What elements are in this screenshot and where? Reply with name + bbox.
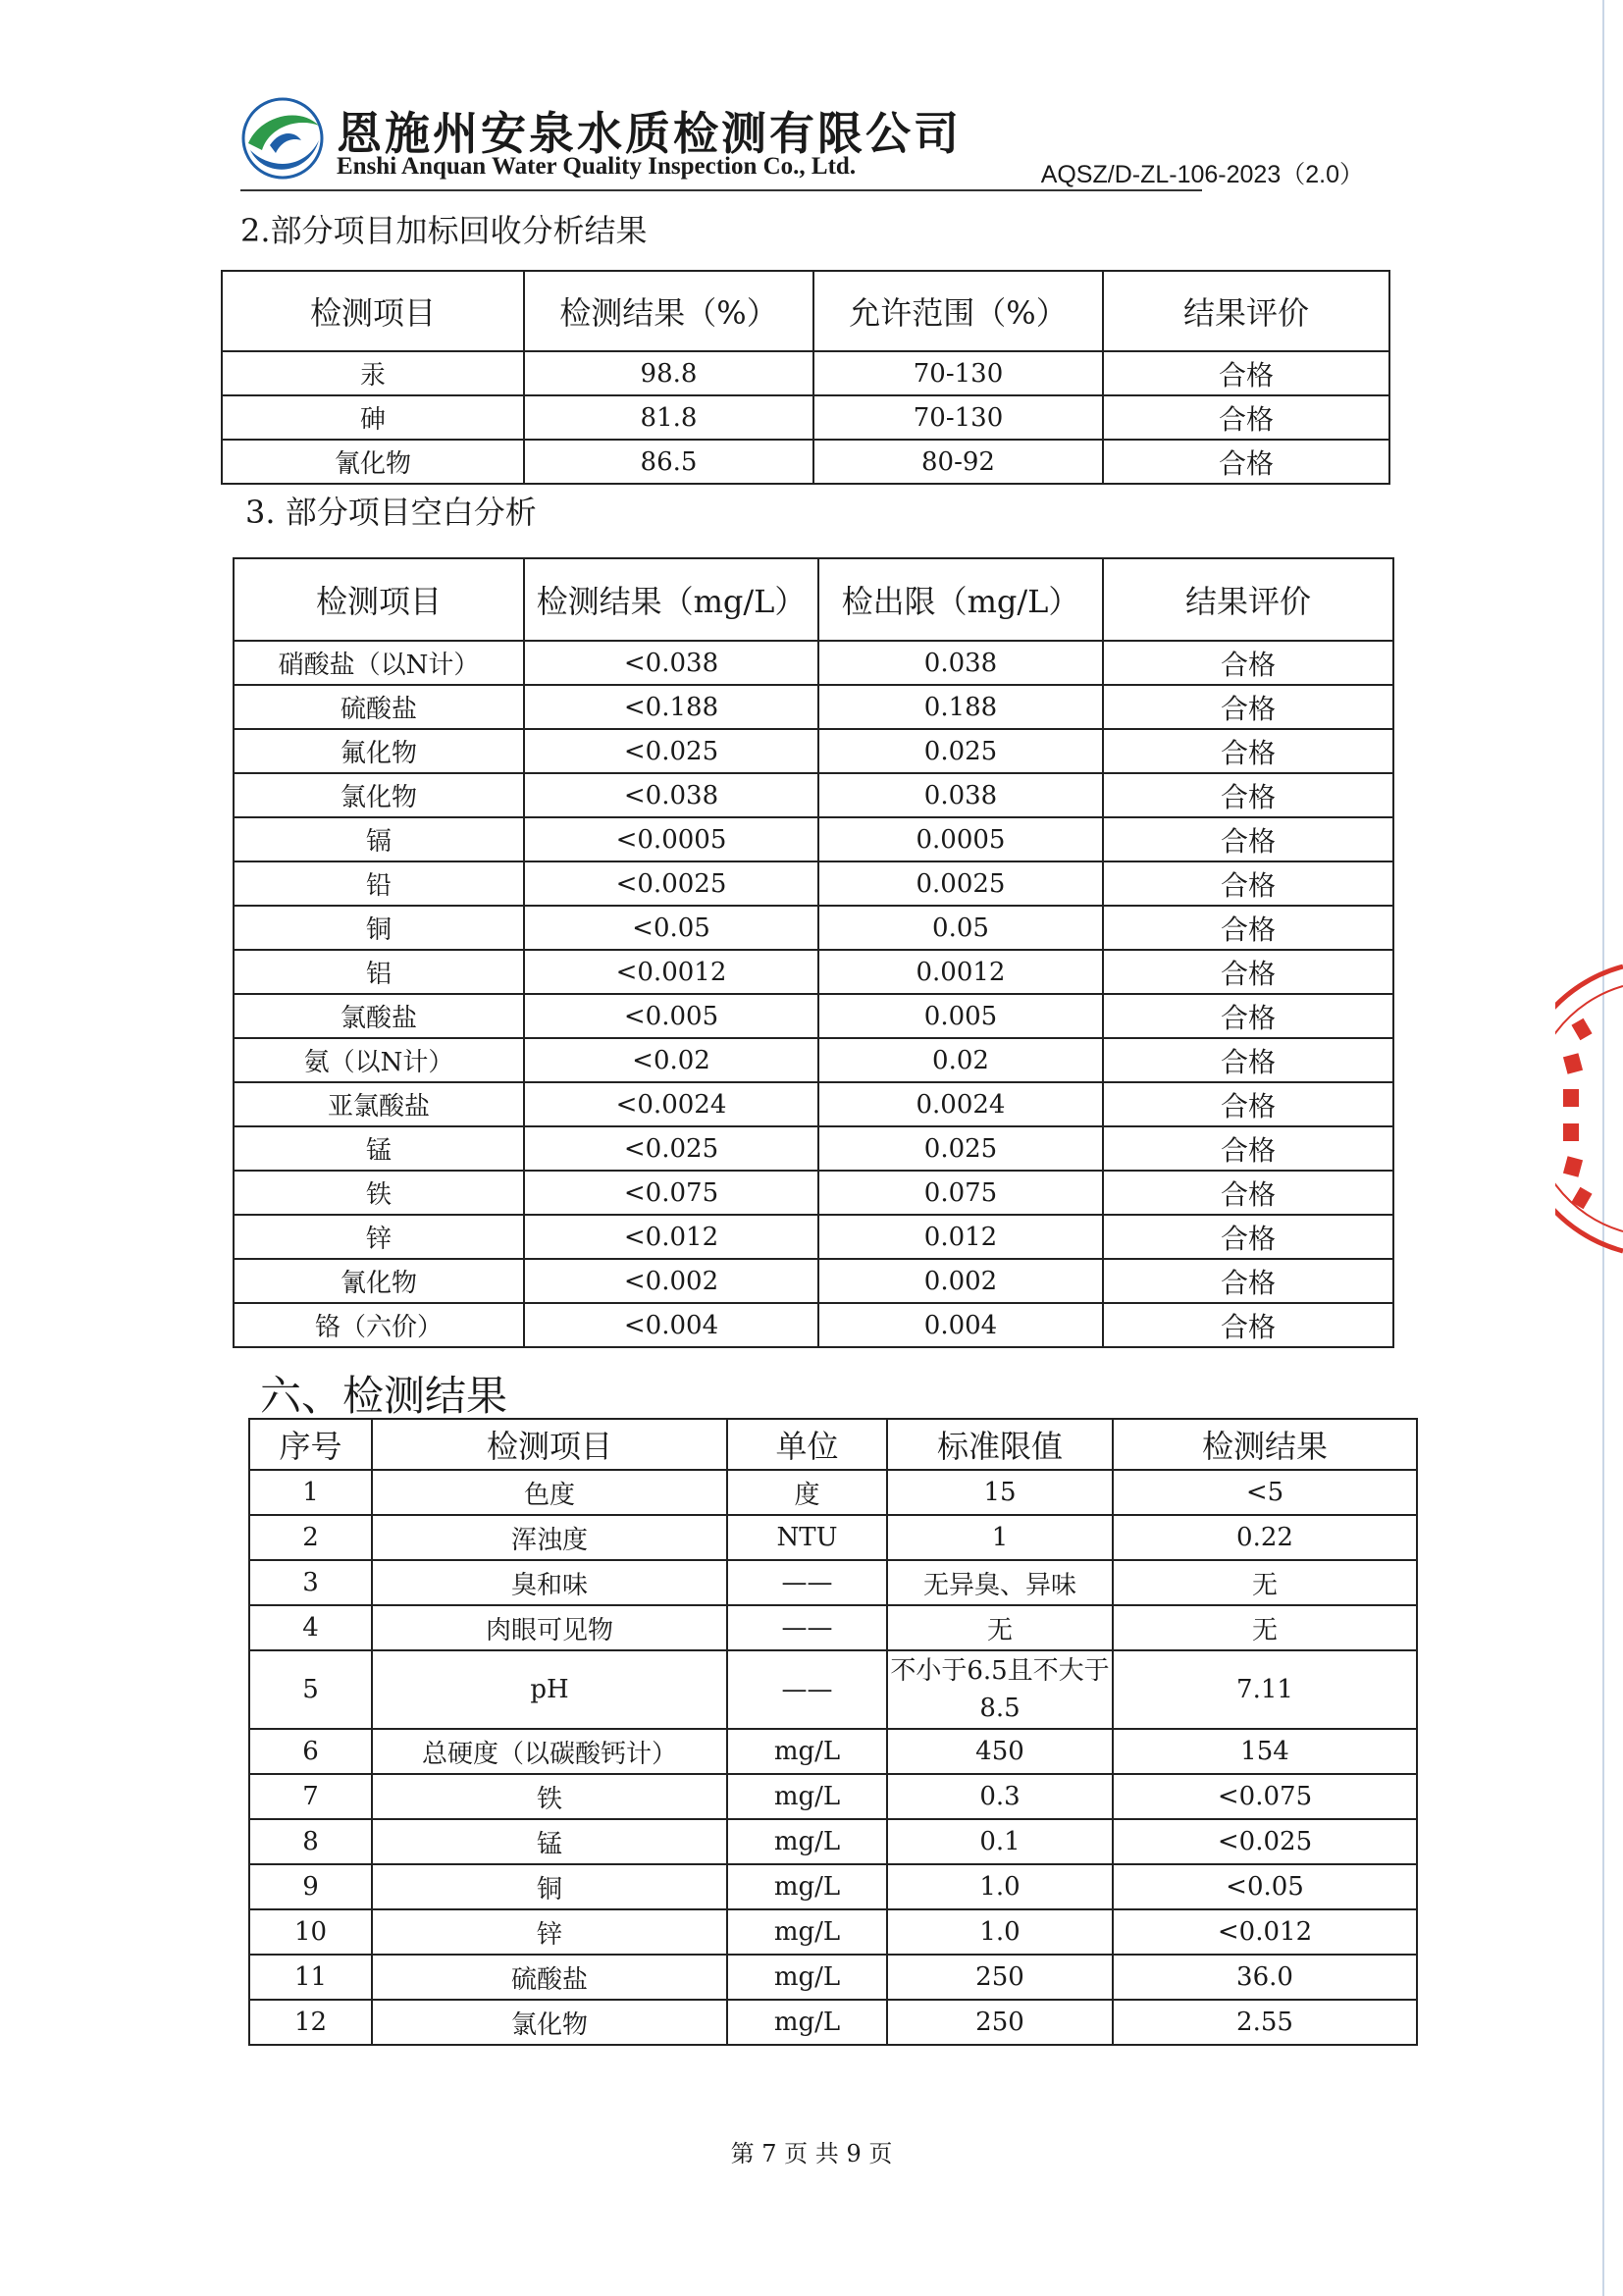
table-cell: 合格 — [1103, 1215, 1393, 1259]
table-row — [249, 1515, 1417, 1560]
column-header: 标准限值 — [887, 1419, 1113, 1470]
table-cell: 铁 — [234, 1171, 524, 1215]
table-cell: 合格 — [1103, 395, 1389, 440]
table-cell: 1 — [887, 1515, 1113, 1560]
table-cell: 合格 — [1103, 729, 1393, 773]
table-row — [234, 1038, 1393, 1082]
table-cell: <0.05 — [524, 906, 818, 950]
column-header: 序号 — [249, 1419, 372, 1470]
table-cell: 合格 — [1103, 1171, 1393, 1215]
column-header: 检测结果（mg/L） — [524, 558, 818, 641]
company-name-cn: 恩施州安泉水质检测有限公司 — [337, 107, 962, 160]
table-cell: 250 — [887, 1955, 1113, 2000]
spike-recovery-table — [221, 270, 1390, 485]
table-cell: <0.075 — [524, 1171, 818, 1215]
table-cell: <0.038 — [524, 773, 818, 817]
table-cell: 亚氯酸盐 — [234, 1082, 524, 1126]
table-row — [249, 1650, 1417, 1729]
table-cell: 锰 — [372, 1819, 727, 1864]
table-cell: 合格 — [1103, 641, 1393, 685]
section-2-title: 2.部分项目加标回收分析结果 — [240, 212, 648, 249]
blank-analysis-table — [233, 557, 1394, 1348]
table-cell: mg/L — [727, 1819, 887, 1864]
table-row — [234, 1215, 1393, 1259]
column-header: 检测项目 — [372, 1419, 727, 1470]
section-3-title: 3. 部分项目空白分析 — [245, 494, 537, 531]
table-cell: 0.025 — [818, 1126, 1103, 1171]
test-results-table — [248, 1418, 1418, 2046]
table-row — [222, 440, 1389, 484]
table-cell: 合格 — [1103, 1259, 1393, 1303]
table-cell: 砷 — [222, 395, 524, 440]
table-row — [249, 1470, 1417, 1515]
table-cell: 2 — [249, 1515, 372, 1560]
table-cell: 250 — [887, 2000, 1113, 2045]
table-cell: 70-130 — [813, 351, 1103, 395]
table-cell: 80-92 — [813, 440, 1103, 484]
table-cell: 1.0 — [887, 1909, 1113, 1955]
table-cell: mg/L — [727, 1864, 887, 1909]
table-cell: <0.0012 — [524, 950, 818, 994]
table-row — [234, 1126, 1393, 1171]
table-row — [249, 2000, 1417, 2045]
table-row — [249, 1560, 1417, 1605]
table-cell: <0.004 — [524, 1303, 818, 1347]
table-cell: <0.025 — [524, 729, 818, 773]
table-cell: <0.002 — [524, 1259, 818, 1303]
table-cell: <0.025 — [1113, 1819, 1417, 1864]
table-cell: 98.8 — [524, 351, 813, 395]
table-cell: 锰 — [234, 1126, 524, 1171]
table-header-row — [249, 1419, 1417, 1470]
page-number: 第 7 页 共 9 页 — [730, 2140, 893, 2167]
table-cell: <0.0024 — [524, 1082, 818, 1126]
table-cell: 0.038 — [818, 773, 1103, 817]
table-row — [249, 1864, 1417, 1909]
table-cell: 铜 — [372, 1864, 727, 1909]
table-cell: 无异臭、异味 — [887, 1560, 1113, 1605]
table-cell: <0.02 — [524, 1038, 818, 1082]
table-cell: 10 — [249, 1909, 372, 1955]
table-cell: <0.075 — [1113, 1774, 1417, 1819]
table-cell: 5 — [249, 1650, 372, 1729]
table-cell: 0.3 — [887, 1774, 1113, 1819]
table-row — [249, 1819, 1417, 1864]
table-row — [234, 1082, 1393, 1126]
table-cell: 7.11 — [1113, 1650, 1417, 1729]
table-cell: 合格 — [1103, 950, 1393, 994]
table-cell: 86.5 — [524, 440, 813, 484]
table-cell: 汞 — [222, 351, 524, 395]
table-header-row — [222, 271, 1389, 351]
table-cell: 镉 — [234, 817, 524, 861]
table-cell: 铅 — [234, 861, 524, 906]
table-cell: 硫酸盐 — [234, 685, 524, 729]
table-cell: 11 — [249, 1955, 372, 2000]
table-row — [222, 351, 1389, 395]
column-header: 单位 — [727, 1419, 887, 1470]
table-cell: <0.038 — [524, 641, 818, 685]
table-cell: 450 — [887, 1729, 1113, 1774]
table-cell: —— — [727, 1605, 887, 1650]
table-cell: 0.075 — [818, 1171, 1103, 1215]
table-cell: 1 — [249, 1470, 372, 1515]
column-header: 检测结果（%） — [524, 271, 813, 351]
table-cell: 合格 — [1103, 1303, 1393, 1347]
column-header: 检测项目 — [222, 271, 524, 351]
table-cell: 氯化物 — [372, 2000, 727, 2045]
table-cell: <0.012 — [1113, 1909, 1417, 1955]
table-cell: mg/L — [727, 1729, 887, 1774]
table-cell: 7 — [249, 1774, 372, 1819]
table-cell: 0.0024 — [818, 1082, 1103, 1126]
table-row — [249, 1729, 1417, 1774]
table-row — [234, 1259, 1393, 1303]
table-cell: 锌 — [234, 1215, 524, 1259]
table-cell: <0.188 — [524, 685, 818, 729]
table-cell: 合格 — [1103, 817, 1393, 861]
table-row — [234, 641, 1393, 685]
table-row — [234, 861, 1393, 906]
table-cell: 合格 — [1103, 1038, 1393, 1082]
table-cell: mg/L — [727, 1774, 887, 1819]
document-code: AQSZ/D-ZL-106-2023（2.0） — [1040, 161, 1364, 188]
table-row — [234, 773, 1393, 817]
table-cell: 氯化物 — [234, 773, 524, 817]
table-row — [249, 1909, 1417, 1955]
table-cell: <0.0025 — [524, 861, 818, 906]
column-header: 允许范围（%） — [813, 271, 1103, 351]
table-row — [234, 685, 1393, 729]
table-cell: 0.005 — [818, 994, 1103, 1038]
column-header: 检出限（mg/L） — [818, 558, 1103, 641]
column-header: 结果评价 — [1103, 558, 1393, 641]
table-cell: 合格 — [1103, 861, 1393, 906]
table-cell: 氟化物 — [234, 729, 524, 773]
table-row — [222, 395, 1389, 440]
table-cell: 无 — [887, 1605, 1113, 1650]
table-row — [234, 817, 1393, 861]
table-row — [234, 906, 1393, 950]
table-cell: <5 — [1113, 1470, 1417, 1515]
table-cell: 9 — [249, 1864, 372, 1909]
table-cell: 6 — [249, 1729, 372, 1774]
table-cell: 锌 — [372, 1909, 727, 1955]
table-cell: 无 — [1113, 1560, 1417, 1605]
table-cell: 0.002 — [818, 1259, 1103, 1303]
table-cell: 氰化物 — [222, 440, 524, 484]
table-row — [234, 994, 1393, 1038]
table-cell: 浑浊度 — [372, 1515, 727, 1560]
table-cell: 氰化物 — [234, 1259, 524, 1303]
column-header: 检测项目 — [234, 558, 524, 641]
table-cell: 硝酸盐（以N计） — [234, 641, 524, 685]
table-row — [249, 1774, 1417, 1819]
table-cell: <0.0005 — [524, 817, 818, 861]
table-cell: 铬（六价） — [234, 1303, 524, 1347]
section-6-title: 六、检测结果 — [260, 1372, 508, 1420]
table-row — [234, 1171, 1393, 1215]
column-header: 结果评价 — [1103, 271, 1389, 351]
table-cell: 0.188 — [818, 685, 1103, 729]
table-cell: mg/L — [727, 1909, 887, 1955]
table-cell: 铝 — [234, 950, 524, 994]
company-logo-icon — [240, 96, 325, 181]
table-cell: mg/L — [727, 1955, 887, 2000]
table-cell: —— — [727, 1650, 887, 1729]
table-cell: pH — [372, 1650, 727, 1729]
header-divider — [240, 189, 1202, 191]
table-cell: 36.0 — [1113, 1955, 1417, 2000]
table-cell: 合格 — [1103, 440, 1389, 484]
table-cell: 0.038 — [818, 641, 1103, 685]
table-cell: 合格 — [1103, 994, 1393, 1038]
table-row — [249, 1605, 1417, 1650]
table-cell: 154 — [1113, 1729, 1417, 1774]
table-cell: <0.025 — [524, 1126, 818, 1171]
table-cell: 0.012 — [818, 1215, 1103, 1259]
table-cell: 合格 — [1103, 773, 1393, 817]
table-cell: 81.8 — [524, 395, 813, 440]
table-cell: 总硬度（以碳酸钙计） — [372, 1729, 727, 1774]
table-cell: 0.004 — [818, 1303, 1103, 1347]
table-cell: 0.0012 — [818, 950, 1103, 994]
table-cell: 肉眼可见物 — [372, 1605, 727, 1650]
company-name-en: Enshi Anquan Water Quality Inspection Co., Ltd. — [337, 153, 857, 180]
table-cell: 2.55 — [1113, 2000, 1417, 2045]
table-cell: 不小于6.5且不大于8.5 — [887, 1650, 1113, 1729]
table-cell: <0.012 — [524, 1215, 818, 1259]
table-cell: 1.0 — [887, 1864, 1113, 1909]
table-cell: 氯酸盐 — [234, 994, 524, 1038]
table-cell: mg/L — [727, 2000, 887, 2045]
table-cell: 无 — [1113, 1605, 1417, 1650]
table-cell: 0.02 — [818, 1038, 1103, 1082]
page-header — [240, 96, 1369, 194]
table-cell: <0.05 — [1113, 1864, 1417, 1909]
table-cell: 度 — [727, 1470, 887, 1515]
table-cell: NTU — [727, 1515, 887, 1560]
table-row — [234, 950, 1393, 994]
table-cell: 色度 — [372, 1470, 727, 1515]
table-cell: 0.1 — [887, 1819, 1113, 1864]
table-cell: 合格 — [1103, 1082, 1393, 1126]
table-cell: 15 — [887, 1470, 1113, 1515]
table-cell: —— — [727, 1560, 887, 1605]
table-row — [234, 729, 1393, 773]
table-cell: 8 — [249, 1819, 372, 1864]
table-cell: 合格 — [1103, 906, 1393, 950]
table-cell: 12 — [249, 2000, 372, 2045]
table-cell: 合格 — [1103, 685, 1393, 729]
official-seal-icon — [1555, 962, 1623, 1256]
table-row — [234, 1303, 1393, 1347]
table-cell: 0.0005 — [818, 817, 1103, 861]
table-cell: <0.005 — [524, 994, 818, 1038]
table-row — [249, 1955, 1417, 2000]
table-cell: 70-130 — [813, 395, 1103, 440]
table-cell: 臭和味 — [372, 1560, 727, 1605]
table-cell: 4 — [249, 1605, 372, 1650]
table-cell: 合格 — [1103, 1126, 1393, 1171]
table-cell: 硫酸盐 — [372, 1955, 727, 2000]
table-cell: 铜 — [234, 906, 524, 950]
table-cell: 铁 — [372, 1774, 727, 1819]
table-cell: 3 — [249, 1560, 372, 1605]
table-cell: 0.025 — [818, 729, 1103, 773]
table-cell: 0.0025 — [818, 861, 1103, 906]
table-cell: 0.22 — [1113, 1515, 1417, 1560]
table-cell: 合格 — [1103, 351, 1389, 395]
table-header-row — [234, 558, 1393, 641]
table-cell: 氨（以N计） — [234, 1038, 524, 1082]
table-cell: 0.05 — [818, 906, 1103, 950]
column-header: 检测结果 — [1113, 1419, 1417, 1470]
